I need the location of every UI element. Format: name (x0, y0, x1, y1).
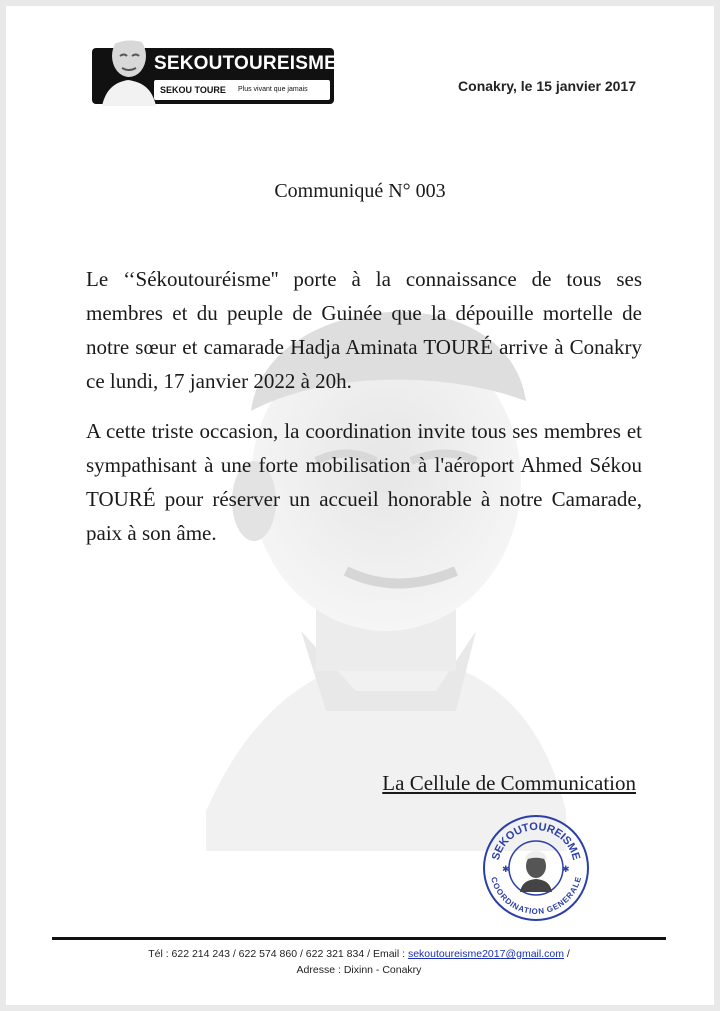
signature: La Cellule de Communication (382, 771, 636, 795)
logo-tagline-name: SEKOU TOURE (160, 85, 226, 95)
official-stamp (482, 814, 590, 922)
email-link[interactable]: sekoutoureisme2017@gmail.com (407, 948, 564, 960)
contact-suffix: / (563, 948, 570, 960)
body-paragraph: Le ‘‘Sékoutouréisme'' porte à la connaissance de tous ses membres et du peuple de Guinée que la dépouille mortelle de notre sœur et camarade Hadja Aminata TOURÉ arrive à Conakry ce lundi, 17 janvier 2022 à 20h. (86, 267, 642, 393)
contact-line (52, 946, 666, 962)
letter-page (6, 6, 714, 1005)
stamp-bottom-text: COORDINATION GENERALE (489, 875, 583, 917)
svg-text:✱: ✱ (562, 865, 570, 875)
stamp-top-text: SEKOUTOUREISME (489, 820, 583, 862)
document-date: Conakry, le 15 janvier 2017 (458, 78, 636, 94)
portrait-icon (98, 18, 158, 106)
document-title: Communiqué N° 003 (274, 180, 446, 202)
stamp-portrait-icon (520, 851, 552, 892)
footer-contact (52, 946, 666, 978)
organization-logo (92, 18, 337, 106)
document-body (86, 262, 642, 566)
footer-divider (52, 937, 666, 940)
logo-title: SEKOUTOUREISME (154, 53, 337, 74)
phone-numbers: Tél : 622 214 243 / 622 574 860 / 622 321 834 / Email : (148, 948, 408, 960)
body-paragraph: A cette triste occasion, la coordination invite tous ses membres et sympathisant à une forte mobilisation à l'aéroport Ahmed Sékou TOURÉ pour réserver un accueil honorable à notre Camarade, paix à son âme. (86, 419, 642, 545)
svg-text:✱: ✱ (502, 865, 510, 875)
address-line: Adresse : Dixinn - Conakry (296, 964, 422, 976)
logo-tagline-slogan: Plus vivant que jamais (238, 86, 308, 93)
